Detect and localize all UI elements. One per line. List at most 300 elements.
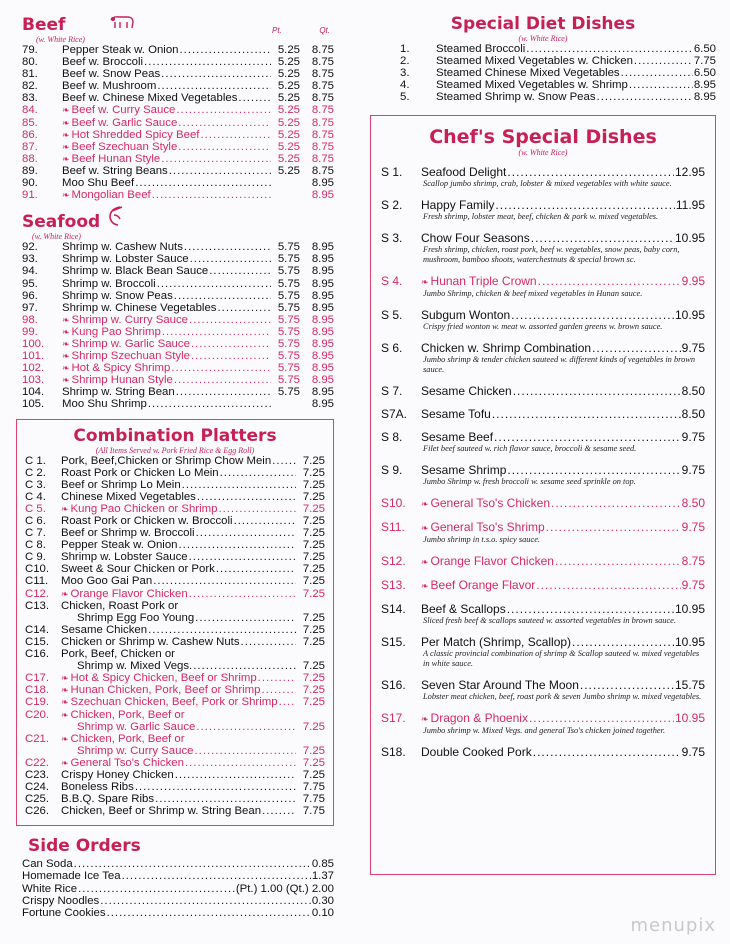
item-number: S10. bbox=[381, 496, 406, 511]
combo-title: Combination Platters bbox=[73, 425, 277, 446]
item-name: Beef w. Curry Sauce bbox=[71, 104, 176, 117]
item-number: 92. bbox=[22, 241, 38, 254]
chef-special-item bbox=[381, 165, 705, 189]
leader-dots bbox=[507, 165, 674, 179]
chili-pepper-icon: ❧ bbox=[61, 673, 69, 684]
menu-item-row bbox=[22, 362, 334, 374]
pint-price: 5.75 bbox=[277, 301, 300, 314]
leader-dots bbox=[155, 793, 296, 805]
menu-item-row bbox=[22, 177, 334, 189]
leader-dots bbox=[197, 491, 296, 503]
item-number: 95. bbox=[22, 277, 38, 290]
leader-dots bbox=[148, 398, 271, 410]
item-name: Kung Pao Shrimp bbox=[71, 325, 161, 338]
item-price: 0.85 bbox=[311, 858, 334, 871]
item-name: Beef Szechuan Style bbox=[71, 140, 178, 153]
chili-pepper-icon: ❧ bbox=[62, 153, 70, 164]
leader-dots bbox=[176, 386, 271, 398]
menu-item-row bbox=[22, 56, 334, 68]
item-price: 7.75 bbox=[693, 55, 716, 68]
item-number: 5. bbox=[400, 91, 410, 104]
leader-dots bbox=[178, 141, 271, 153]
item-number: 90. bbox=[22, 177, 38, 190]
leader-dots bbox=[144, 56, 271, 68]
quart-price: 8.95 bbox=[311, 241, 334, 254]
item-number: 86. bbox=[22, 128, 38, 141]
leader-dots bbox=[262, 805, 296, 817]
item-price: 7.25 bbox=[302, 768, 325, 781]
leader-dots bbox=[100, 895, 311, 907]
item-name: Kung Pao Chicken or Shrimp bbox=[70, 502, 218, 515]
item-price: 7.25 bbox=[302, 611, 325, 624]
combo-item-row bbox=[25, 515, 325, 527]
item-number: 104. bbox=[22, 386, 45, 399]
leader-dots bbox=[189, 314, 271, 326]
item-number: 94. bbox=[22, 265, 38, 278]
item-number: S 7. bbox=[381, 384, 403, 399]
item-number: C10. bbox=[25, 563, 50, 576]
item-number: C17. bbox=[25, 672, 50, 685]
item-name: Can Soda bbox=[22, 858, 73, 871]
item-name: Beef & Scallops bbox=[421, 602, 506, 617]
menu-item-row bbox=[22, 338, 334, 350]
menu-item-row bbox=[22, 290, 334, 302]
item-price: 10.95 bbox=[674, 602, 705, 617]
leader-dots bbox=[621, 67, 693, 79]
chef-special-item bbox=[381, 711, 705, 736]
chef-item-row bbox=[381, 635, 705, 649]
item-number: C 8. bbox=[25, 539, 46, 552]
chef-subtitle: (w. White Rice) bbox=[518, 148, 568, 158]
item-price: 6.50 bbox=[693, 43, 716, 55]
item-number: S16. bbox=[381, 678, 406, 693]
menu-item-row bbox=[22, 302, 334, 314]
leader-dots bbox=[597, 91, 693, 103]
item-description: Jumbo Shrimp, chicken & beef mixed vegetables in Hunan sauce. bbox=[423, 289, 643, 299]
item-name: Mongolian Beef bbox=[71, 189, 151, 202]
quart-price: 8.95 bbox=[311, 374, 334, 387]
leader-dots bbox=[189, 551, 296, 563]
item-number: 91. bbox=[22, 189, 38, 202]
item-price: 7.25 bbox=[302, 672, 325, 685]
item-price: 8.50 bbox=[681, 384, 705, 399]
chefs-special-box bbox=[370, 115, 716, 875]
item-price: 0.30 bbox=[311, 894, 334, 907]
item-description: Jumbo shrimp w. Mixed Vegs. and general Tso's chicken joined together. bbox=[423, 726, 666, 736]
quart-price: 8.75 bbox=[311, 80, 334, 93]
diet-item-row bbox=[400, 79, 716, 91]
leader-dots bbox=[153, 575, 296, 587]
leader-dots bbox=[261, 684, 296, 696]
item-name: Shrimp Hunan Style bbox=[71, 374, 173, 387]
item-price: 7.25 bbox=[302, 696, 325, 709]
item-price: 6.50 bbox=[693, 67, 716, 80]
leader-dots bbox=[157, 80, 271, 92]
menu-item-row bbox=[22, 129, 334, 141]
item-name: Beef Orange Flavor bbox=[430, 578, 536, 593]
leader-dots bbox=[533, 745, 681, 759]
item-name: Crispy Honey Chicken bbox=[61, 768, 174, 781]
chef-special-item bbox=[381, 308, 705, 332]
menu-item-row bbox=[22, 314, 334, 326]
quart-price: 8.75 bbox=[311, 152, 334, 165]
combo-item-row bbox=[25, 636, 325, 648]
combo-item-row bbox=[25, 769, 325, 781]
chili-pepper-icon: ❧ bbox=[421, 277, 429, 288]
leader-dots bbox=[148, 624, 296, 636]
item-number: C24. bbox=[25, 781, 50, 794]
item-name: Shrimp w. Garlic Sauce bbox=[71, 337, 190, 350]
chef-special-item bbox=[381, 274, 705, 299]
item-price: 1.37 bbox=[311, 870, 334, 883]
item-name: Steamed Shrimp w. Snow Peas bbox=[436, 91, 596, 104]
leader-dots bbox=[494, 430, 681, 444]
menu-item-row bbox=[22, 398, 334, 410]
menu-item-row bbox=[22, 153, 334, 165]
item-price: 10.95 bbox=[674, 635, 705, 650]
pint-price: 5.25 bbox=[277, 92, 300, 105]
menu-item-row bbox=[22, 44, 334, 56]
leader-dots bbox=[216, 563, 296, 575]
item-price: 7.25 bbox=[302, 551, 325, 564]
leader-dots bbox=[161, 68, 271, 80]
leader-dots bbox=[200, 129, 271, 141]
pint-price: 5.25 bbox=[277, 104, 300, 117]
chili-pepper-icon: ❧ bbox=[62, 105, 70, 116]
chef-item-row bbox=[381, 198, 705, 212]
pint-price: 5.75 bbox=[277, 337, 300, 350]
pint-price: 5.75 bbox=[277, 350, 300, 363]
leader-dots bbox=[241, 636, 296, 648]
combo-item-row bbox=[25, 672, 325, 684]
leader-dots bbox=[196, 527, 296, 539]
item-price: 7.25 bbox=[302, 539, 325, 552]
item-number: S12. bbox=[381, 554, 406, 569]
leader-dots bbox=[122, 870, 311, 882]
item-name: Chicken w. Shrimp Combination bbox=[421, 341, 592, 356]
side-order-row bbox=[22, 883, 334, 895]
leader-dots bbox=[135, 781, 296, 793]
item-price: 7.25 bbox=[302, 744, 325, 757]
item-name: Chinese Mixed Vegetables bbox=[61, 490, 196, 503]
leader-dots bbox=[182, 479, 296, 491]
item-name: Double Cooked Pork bbox=[421, 745, 532, 760]
chef-special-item bbox=[381, 554, 705, 569]
item-price: (Pt.) 1.00 (Qt.) 2.00 bbox=[235, 882, 334, 895]
item-description: Filet beef sauteed w. rich flavor sauce, broccoli & sesame seed. bbox=[423, 444, 637, 454]
pint-price: 5.75 bbox=[277, 386, 300, 399]
item-name: Roast Pork or Chicken w. Broccoli bbox=[61, 515, 233, 527]
beef-title: Beef bbox=[22, 15, 66, 35]
chef-item-row bbox=[381, 554, 705, 569]
item-number: C18. bbox=[25, 684, 50, 697]
leader-dots bbox=[191, 338, 271, 350]
chef-item-row bbox=[381, 165, 705, 179]
item-price: 8.75 bbox=[681, 554, 705, 569]
quart-price: 8.95 bbox=[311, 362, 334, 375]
item-number: 89. bbox=[22, 164, 38, 177]
pint-price: 5.75 bbox=[277, 253, 300, 266]
item-price: 9.75 bbox=[681, 520, 705, 535]
chef-special-item bbox=[381, 463, 705, 487]
item-price: 7.25 bbox=[302, 635, 325, 648]
quart-price: 8.95 bbox=[311, 313, 334, 326]
leader-dots bbox=[526, 43, 693, 55]
leader-dots bbox=[209, 265, 271, 277]
quart-price: 8.75 bbox=[311, 104, 334, 117]
item-name: Shrimp w. Black Bean Sauce bbox=[62, 265, 209, 278]
chili-pepper-icon: ❧ bbox=[61, 685, 69, 696]
item-number: S 4. bbox=[381, 274, 403, 289]
item-price: 7.25 bbox=[302, 515, 325, 527]
item-name: Beef w. Mushroom bbox=[62, 80, 157, 93]
quart-price: 8.95 bbox=[311, 398, 334, 411]
combo-item-row bbox=[25, 551, 325, 563]
item-number: C22. bbox=[25, 756, 50, 769]
diet-subtitle: (w. White Rice) bbox=[518, 34, 568, 43]
combo-item-row bbox=[25, 455, 325, 467]
menu-item-row bbox=[22, 374, 334, 386]
item-price: 7.25 bbox=[302, 490, 325, 503]
pint-price: 5.25 bbox=[277, 152, 300, 165]
leader-dots bbox=[511, 308, 674, 322]
item-price: 7.25 bbox=[302, 478, 325, 491]
chef-item-row bbox=[381, 711, 705, 726]
chili-pepper-icon: ❧ bbox=[61, 757, 69, 768]
chili-pepper-icon: ❧ bbox=[421, 714, 429, 725]
pint-price: 5.25 bbox=[277, 116, 300, 129]
leader-dots bbox=[592, 341, 681, 355]
item-number: 1. bbox=[400, 43, 410, 55]
chili-pepper-icon: ❧ bbox=[61, 697, 69, 708]
leader-dots bbox=[536, 578, 680, 592]
chef-item-row bbox=[381, 384, 705, 398]
item-name: General Tso's Shrimp bbox=[430, 520, 545, 535]
chili-pepper-icon: ❧ bbox=[421, 523, 429, 534]
item-name: Shrimp w. Broccoli bbox=[62, 277, 156, 290]
combo-item-continuation bbox=[25, 721, 325, 733]
leader-dots bbox=[234, 515, 296, 527]
combo-item-continuation bbox=[25, 660, 325, 672]
item-name: Hot & Spicy Shrimp bbox=[71, 362, 171, 375]
item-number: C 7. bbox=[25, 527, 46, 540]
item-number: S7A. bbox=[381, 407, 408, 422]
chef-special-item bbox=[381, 520, 705, 545]
chili-pepper-icon: ❧ bbox=[62, 375, 70, 386]
chef-title: Chef's Special Dishes bbox=[429, 126, 657, 149]
item-description: Jumbo shrimp in t.s.o. spicy sauce. bbox=[423, 535, 541, 545]
leader-dots bbox=[193, 660, 296, 672]
chili-pepper-icon: ❧ bbox=[421, 581, 429, 592]
leader-dots bbox=[551, 496, 681, 510]
leader-dots bbox=[191, 350, 271, 362]
combo-item-row bbox=[25, 624, 325, 636]
item-number: S13. bbox=[381, 578, 406, 593]
item-number: 4. bbox=[400, 79, 410, 92]
side-order-row bbox=[22, 895, 334, 907]
item-name: Shrimp w. Cashew Nuts bbox=[62, 241, 183, 254]
pint-price: 5.25 bbox=[277, 80, 300, 93]
quart-price: 8.95 bbox=[311, 277, 334, 290]
combo-item-row bbox=[25, 805, 325, 817]
leader-dots bbox=[171, 362, 271, 374]
quart-price: 8.75 bbox=[311, 116, 334, 129]
pint-price: 5.75 bbox=[277, 362, 300, 375]
chili-pepper-icon: ❧ bbox=[62, 338, 70, 349]
item-name: Shrimp w. String Bean bbox=[62, 386, 175, 399]
leader-dots bbox=[175, 769, 296, 781]
leader-dots bbox=[196, 721, 296, 733]
leader-dots bbox=[152, 189, 271, 201]
menu-item-row bbox=[22, 278, 334, 290]
quart-price: 8.75 bbox=[311, 68, 334, 81]
menu-item-row bbox=[22, 241, 334, 253]
item-name: Shrimp w. Snow Peas bbox=[62, 289, 173, 302]
item-number: 103. bbox=[22, 374, 45, 387]
item-price: 8.95 bbox=[693, 91, 716, 104]
item-description: Fresh shrimp, lobster meat, beef, chicken & pork w. mixed vegetables. bbox=[423, 212, 659, 222]
item-number: 100. bbox=[22, 337, 45, 350]
combo-list bbox=[25, 455, 325, 818]
chef-special-item bbox=[381, 384, 705, 398]
item-name: Pepper Steak w. Onion bbox=[61, 539, 178, 552]
leader-dots bbox=[178, 117, 271, 129]
item-name: Boneless Ribs bbox=[61, 781, 134, 794]
chili-pepper-icon: ❧ bbox=[62, 190, 70, 201]
item-number: S17. bbox=[381, 711, 406, 726]
combo-item-continuation bbox=[25, 745, 325, 757]
seafood-subtitle: (w. White Rice) bbox=[32, 232, 81, 242]
item-price: 8.95 bbox=[693, 79, 716, 92]
item-name: Chicken, Beef or Shrimp w. String Bean bbox=[61, 805, 262, 818]
diet-item-row bbox=[400, 43, 716, 55]
cow-icon bbox=[109, 14, 135, 35]
item-description: A classic provincial combination of shrimp & Scallop sauteed w. mixed vegetables in white sauce. bbox=[423, 649, 700, 669]
item-name: Moo Goo Gai Pan bbox=[61, 575, 153, 588]
diet-list bbox=[400, 43, 716, 103]
leader-dots bbox=[220, 467, 296, 479]
combo-item-row bbox=[25, 733, 325, 745]
item-price: 7.25 bbox=[302, 623, 325, 636]
quart-price: 8.95 bbox=[311, 177, 334, 190]
combo-item-row bbox=[25, 479, 325, 491]
item-price: 9.95 bbox=[681, 274, 705, 289]
item-number: 96. bbox=[22, 289, 38, 302]
chef-special-item bbox=[381, 602, 705, 626]
item-number: S15. bbox=[381, 635, 406, 650]
item-price: 8.50 bbox=[681, 496, 705, 511]
pint-price: 5.75 bbox=[277, 374, 300, 387]
item-price: 0.10 bbox=[311, 906, 334, 919]
menu-item-row bbox=[22, 386, 334, 398]
item-number: 93. bbox=[22, 253, 38, 266]
combo-item-continuation bbox=[25, 612, 325, 624]
item-number: C 2. bbox=[25, 466, 46, 479]
quart-price: 8.75 bbox=[311, 140, 334, 153]
item-name: Steamed Broccoli bbox=[436, 43, 526, 55]
menu-item-row bbox=[22, 253, 334, 265]
item-number: 2. bbox=[400, 55, 410, 68]
chef-item-row bbox=[381, 745, 705, 759]
combo-item-row bbox=[25, 563, 325, 575]
combo-item-row bbox=[25, 648, 325, 660]
pint-price: 5.75 bbox=[277, 325, 300, 338]
side-order-row bbox=[22, 907, 334, 919]
quart-price: 8.95 bbox=[311, 350, 334, 363]
chef-list bbox=[381, 165, 705, 759]
chef-item-row bbox=[381, 496, 705, 511]
item-number: 105. bbox=[22, 398, 45, 411]
combo-item-row bbox=[25, 757, 325, 769]
item-number: 101. bbox=[22, 350, 45, 363]
item-number: 88. bbox=[22, 152, 38, 165]
item-name: Shrimp w. Mixed Vegs. bbox=[77, 660, 193, 673]
leader-dots bbox=[531, 231, 674, 245]
menu-item-row bbox=[22, 189, 334, 201]
item-name: Chicken, Pork, Beef or bbox=[70, 732, 185, 745]
chef-special-item bbox=[381, 635, 705, 669]
item-name: Shrimp w. Curry Sauce bbox=[71, 313, 189, 326]
leader-dots bbox=[169, 165, 271, 177]
quart-price: 8.75 bbox=[311, 44, 334, 56]
leader-dots bbox=[74, 858, 311, 870]
item-number: 99. bbox=[22, 325, 38, 338]
leader-dots bbox=[190, 253, 271, 265]
item-number: 80. bbox=[22, 56, 38, 69]
chili-pepper-icon: ❧ bbox=[61, 588, 69, 599]
quart-price: 8.75 bbox=[311, 92, 334, 105]
item-name: Moo Shu Shrimp bbox=[62, 398, 147, 411]
item-price: 7.25 bbox=[302, 466, 325, 479]
chef-item-row bbox=[381, 520, 705, 535]
item-name: Shrimp w. Garlic Sauce bbox=[77, 720, 196, 733]
chili-pepper-icon: ❧ bbox=[62, 326, 70, 337]
item-name: Beef w. Snow Peas bbox=[62, 68, 161, 81]
leader-dots bbox=[176, 104, 271, 116]
menu-item-row bbox=[22, 326, 334, 338]
menu-item-row bbox=[22, 104, 334, 116]
leader-dots bbox=[157, 278, 271, 290]
item-name: Orange Flavor Chicken bbox=[430, 554, 554, 569]
item-name: General Tso's Chicken bbox=[70, 756, 184, 769]
quart-price: 8.75 bbox=[311, 56, 334, 69]
item-name: Pork, Beef, Chicken or bbox=[61, 648, 175, 661]
combo-item-row bbox=[25, 709, 325, 721]
pint-price: 5.75 bbox=[277, 277, 300, 290]
leader-dots bbox=[272, 455, 296, 467]
item-name: Sesame Chicken bbox=[421, 384, 512, 399]
item-number: C 6. bbox=[25, 515, 46, 527]
item-description: Sliced fresh beef & scallops sauteed w. assorted vegetables in brown sauce. bbox=[423, 616, 676, 626]
quart-price: 8.95 bbox=[311, 325, 334, 338]
qt-header: Qt. bbox=[319, 26, 330, 35]
leader-dots bbox=[546, 520, 681, 534]
chili-pepper-icon: ❧ bbox=[62, 141, 70, 152]
chef-special-item bbox=[381, 231, 705, 265]
pint-price: 5.75 bbox=[277, 313, 300, 326]
chili-pepper-icon: ❧ bbox=[62, 314, 70, 325]
item-price: 11.95 bbox=[675, 198, 705, 213]
leader-dots bbox=[185, 757, 296, 769]
item-number: C13. bbox=[25, 599, 50, 612]
pint-price: 5.25 bbox=[277, 68, 300, 81]
pint-price: 5.25 bbox=[277, 44, 300, 56]
leader-dots bbox=[529, 711, 674, 725]
beef-list bbox=[22, 44, 334, 201]
leader-dots bbox=[629, 79, 693, 91]
leader-dots bbox=[194, 745, 296, 757]
menu-item-row bbox=[22, 165, 334, 177]
